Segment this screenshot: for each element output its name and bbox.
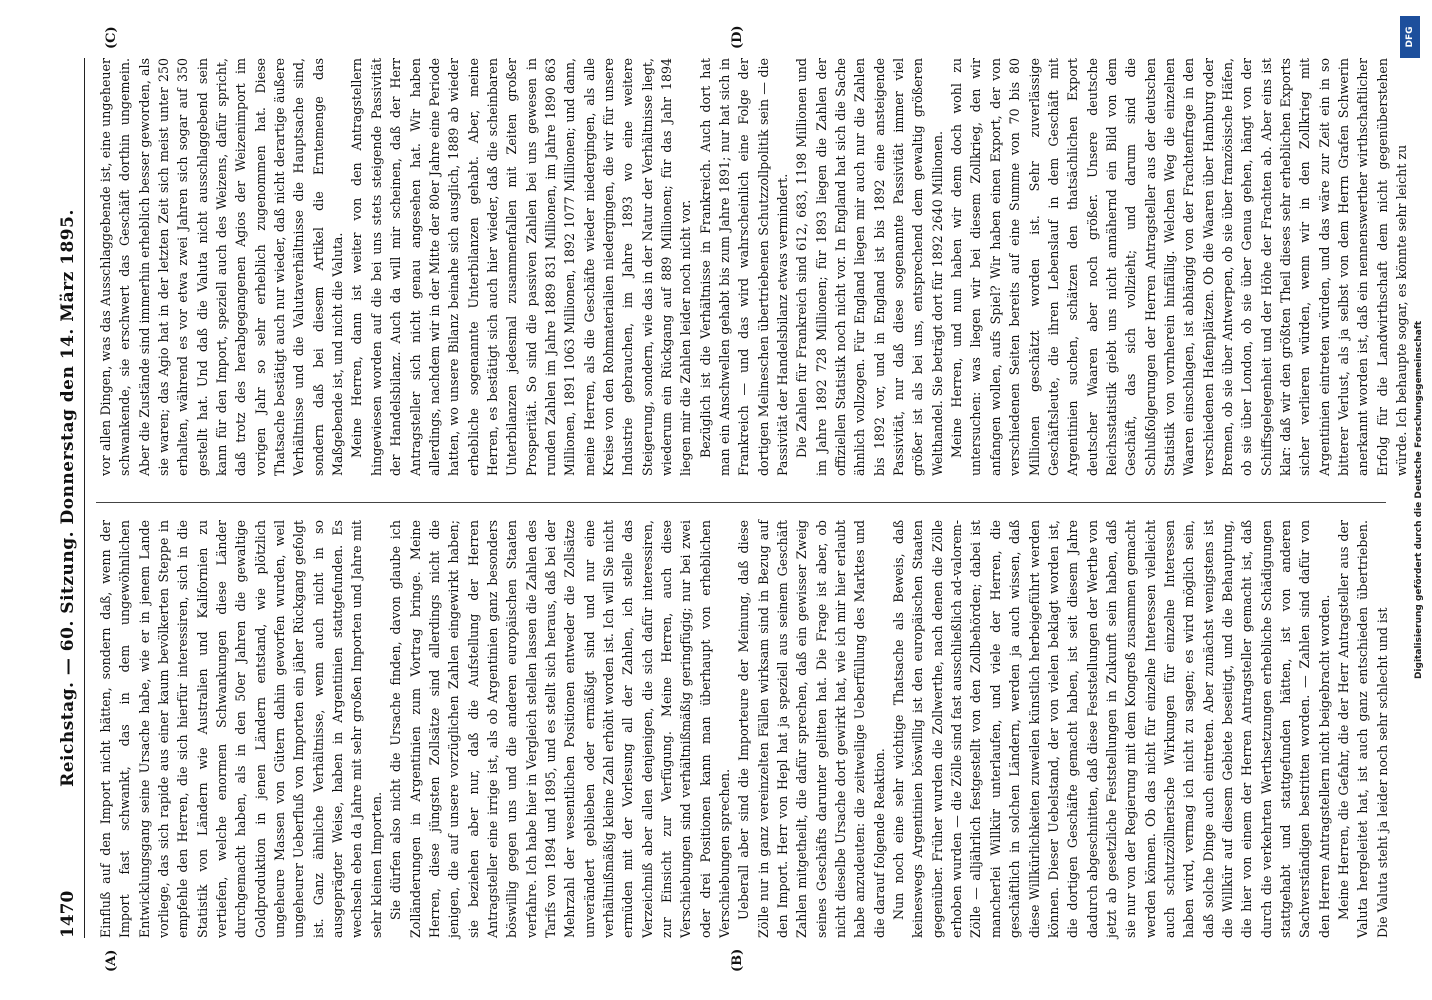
paragraph: Die Zahlen für Frankreich sind 612, 683, 1198 Millionen und im Jahre 1892 728 Millionen; für 1893 liegen die Zahlen der offiziellen Statistik noch nicht vor. In England hat sich die Sache ähnlich vollzogen. Für England liegen mir auch nur die Zahlen bis 1892 vor, und in England ist bis 1892 eine ansteigende Passivität, nur daß diese sogenannte Passivität immer viel größer ist als bei uns, entsprechend dem gewaltig größeren Welthandel. Sie beträgt dort für 1892 2640 Millionen. xyxy=(794,58,945,476)
paragraph: vor allen Dingen, was das Ausschlaggebende ist, eine ungeheuer schwankende, sie erschwert das Geschäft dorthin ungemein. Aber die Zustände sind immerhin erheblich besser geworden, als sie waren; das Agio hat in der letzten Zeit sich meist unter 250 erhalten, während es vor etwa zwei Jahren sich sogar auf 350 gestellt hat. Und daß die Valuta nicht ausschlaggebend sein kann für den Import, speziell auch des Weizens, dafür spricht, daß trotz des herabgegangenen Agios der Weizenimport im vorigen Jahr so sehr erheblich zugenommen hat. Diese Thatsache bestätigt auch nur wieder, daß nicht derartige äußere Verhältnisse und die Valutaverhältnisse die Hauptsache sind, sondern daß bei diesem Artikel die Erntemenge das Maßgebende ist, und nicht die Valuta. xyxy=(98,58,346,476)
text-column-left xyxy=(96,520,1396,938)
dfg-logo: DFG xyxy=(1400,16,1420,58)
column-divider xyxy=(96,502,1386,503)
paragraph: Meine Herren, und nun haben wir denn doch wohl zu untersuchen: was liegen wir bei diesem Zollkrieg, den wir anfangen wollen, aufs Spiel? Wir haben einen Export, der von verschiedenen Seiten bereits auf eine Summe von 70 bis 80 Millionen geschätzt worden ist. Sehr zuverlässige Geschäftsleute, die ihren Lebenslauf in dem Geschäft mit Argentinien suchen, schätzen den thatsächlichen Export deutscher Waaren aber noch größer. Unsere deutsche Reichsstatistik giebt uns nicht annähernd ein Bild von dem Geschäft, das sich vollzieht; und darum sind die Schlußfolgerungen der Herren Antragsteller aus der deutschen Statistik von vornherein hinfällig. Welchen Weg die einzelnen Waaren einschlagen, ist abhängig von der Frachtenfrage in den verschiedenen Hafenplätzen. Ob die Waaren über Hamburg oder Bremen, ob sie über Antwerpen, ob sie über französische Häfen, ob sie über London, ob sie über Genua gehen, hängt von der Schiffsgelegenheit und der Höhe der Frachten ab. Aber eins ist klar: daß wir den größten Theil dieses sehr erheblichen Exports sicher verlieren würden, wenn wir in den Zollkrieg mit Argentinien eintreten würden, und das wäre zur Zeit ein in so bitterer Verlust, als ja selbst von dem Herrn Grafen Schwerin anerkannt worden ist, daß ein nennenswerther wirthschaftlicher Erfolg für die Landwirthschaft dem nicht gegenüberstehen würde. Ich behaupte sogar, es könnte sehr leicht zu xyxy=(949,58,1410,476)
paragraph: Einfluß auf den Import nicht hätten, sondern daß, wenn der Import fast schwankt, das in dem ungewöhnlichen Entwicklungsgang seine Ursache habe, wie er in jenem Lande vorliege, das sich rapide aus einer kaum bevölkerten Steppe in empfehle den Herren, die sich hierfür interessiren, sich in die Statistik von Ländern wie Australien und Kalifornien zu vertiefen, welche enormen Schwankungen diese Länder durchgemacht haben, als in den 50er Jahren die gewaltige Goldproduktion in jenen Ländern entstand, wie plötzlich ungeheure Massen von Gütern dahin geworfen wurden, weil ungeheurer Ueberfluß von Importen ein jäher Rückgang gefolgt ist. Ganz ähnliche Verhältnisse, wenn auch nicht in so ausgeprägter Weise, haben in Argentinien stattgefunden. Es wechseln eben da Jahre mit sehr großen Importen und Jahre mit sehr kleinen Importen. xyxy=(98,520,384,938)
page-header xyxy=(54,58,85,938)
margin-marker-c: (C) xyxy=(104,26,119,49)
paragraph: Meine Herren, dann ist weiter von den Antragstellern hingewiesen worden auf die bei uns stets steigende Passivität der Handelsbilanz. Auch da will mir scheinen, daß der Herr Antragsteller sich nicht genau angesehen hat. Wir haben allerdings, nachdem wir in der Mitte der 80er Jahre eine Periode hatten, wo unsere Bilanz beinahe sich ausglich, 1889 ab wieder erhebliche sogenannte Unterbilanzen gehabt. Aber, meine Herren, es bestätigt sich auch hier wieder, daß die scheinbaren Unterbilanzen jedesmal zusammenfallen mit Zeiten großer Prosperität. So sind die passiven Zahlen bei uns gewesen in runden Zahlen im Jahre 1889 831 Millionen, im Jahre 1890 863 Millionen, 1891 1063 Millionen, 1892 1077 Millionen; und dann, meine Herren, als die Geschäfte wieder niedergingen, als alle Kreise von den Rohmaterialien niedergingen, die wir für unsere Industrie gebrauchen, im Jahre 1893 wo eine weitere Steigerung, sondern, wie das in der Natur der Verhältnisse liegt, wiederum ein Rückgang auf 889 Millionen; für das Jahr 1894 liegen mir die Zahlen leider noch nicht vor. xyxy=(349,58,694,476)
margin-marker-a: (A) xyxy=(104,949,119,972)
page-title: Reichstag. — 60. Sitzung. Donnerstag den 14. März 1895. xyxy=(58,209,78,787)
digitization-credit: Digitalisierung gefördert durch die Deutsche Forschungsgemeinschaft xyxy=(1414,320,1424,680)
paragraph: Ueberall aber sind die Importeure der Meinung, daß diese Zölle nur in ganz vereinzelten Fällen wirksam sind in Bezug auf den Import. Herr von Hepl hat ja speziell aus seinem Geschäft Zahlen mitgetheilt, die dafür sprechen, daß ein gewisser Zweig seines Geschäfts darunter gelitten hat. Die Frage ist aber, ob nicht dieselbe Ursache dort gewirkt hat, wie ich mir hier erlaubt habe anzudeuten: die zeitweilige Ueberfüllung des Marktes und die darauf folgende Reaktion. xyxy=(736,520,887,938)
margin-marker-d: (D) xyxy=(730,25,745,49)
margin-marker-b: (B) xyxy=(730,948,745,972)
paragraph: Nun noch eine sehr wichtige Thatsache als Beweis, daß keineswegs Argentinien böswillig ist den europäischen Staaten gegenüber. Früher wurden die Zollwerthe, nach denen die Zölle erhoben wurden — die Zölle sind fast ausschließlich ad-valorem-Zölle — alljährlich festgestellt von den Zollbehörden; dabei ist mancherlei Willkür unterlaufen, und viele der Herren, die geschäftlich in solchen Ländern, werden ja auch wissen, daß diese Willkürlichkeiten zuweilen künstlich herbeigeführt werden können. Dieser Uebelstand, der von vielen beklagt worden ist, die dortigen Geschäfte gemacht haben, ist seit diesem Jahre dadurch abgeschnitten, daß diese Feststellungen der Werthe von jetzt ab gesetzliche Feststellungen in Zukunft sein haben, daß sie nur von der Regierung mit dem Kongreß zusammen gemacht werden können. Ob das nicht für einzelne Interessen vielleicht auch schutzzöllnerische Wirkungen für einzelne Interessen haben wird, vermag ich nicht zu sagen; es wird möglich sein, daß solche Dinge auch eintreten. Aber zunächst wenigstens ist die Willkür auf diesem Gebiete beseitigt, und die Behauptung, die hier von einem der Herren Antragsteller gemacht ist, daß durch die verkehrten Werthsetzungen erhebliche Schädigungen stattgehabt und stattgefunden hätten, ist von anderen Sachverständigen bestritten worden. — Zahlen sind dafür von den Herren Antragstellern nicht beigebracht worden. xyxy=(891,520,1332,938)
page-number: 1470 xyxy=(58,890,78,938)
paragraph: Sie dürfen also nicht die Ursache finden, davon glaube ich Zolländerungen in Argentinien zum Vortrag bringe. Meine Herren, diese jüngsten Zollsätze sind allerdings nicht die jenigen, die auf unsere vorzüglichen Zahlen eingewirkt haben; sie beziehen aber nur, daß die Aufstellung der Herren Antragsteller eine irrige ist, als ob Argentinien ganz besonders böswillig gegen uns und die anderen europäischen Staaten verfahre. Ich habe hier in Vergleich stellen lassen die Zahlen des Tarifs von 1894 und 1895, und es stellt sich heraus, daß bei der Mehrzahl der wesentlichen Positionen entweder die Zollsätze unverändert geblieben oder ermäßigt sind und nur eine verhältnißmäßig kleine Zahl erhöht worden ist. Ich will Sie nicht ermüden mit der Vorlesung all der Zahlen, ich stelle das Verzeichniß aber allen denjenigen, die sich dafür interessiren, zur Einsicht zur Verfügung. Meine Herren, auch diese Verschiebungen sind verhältnißmäßig geringfügig; nur bei zwei oder drei Positionen kann man überhaupt von erheblichen Verschiebungen sprechen. xyxy=(388,520,732,938)
text-column-right xyxy=(96,58,1410,476)
paragraph: Bezüglich ist die Verhältnisse in Frankreich. Auch dort hat man ein Anschwellen gehabt bis zum Jahre 1891; nur hat sich in Frankreich — und das wird wahrscheinlich eine Folge der dortigen Melineschen übertriebenen Schutzzollpolitik sein — die Passivität der Handelsbilanz etwas vermindert. xyxy=(697,58,791,476)
paragraph: Meine Herren, die Gefahr, die der Herr Antragsteller aus der Valuta hergeleitet hat, ist auch ganz entschieden übertrieben. Die Valuta steht ja leider noch sehr schlecht und ist xyxy=(1336,520,1390,938)
